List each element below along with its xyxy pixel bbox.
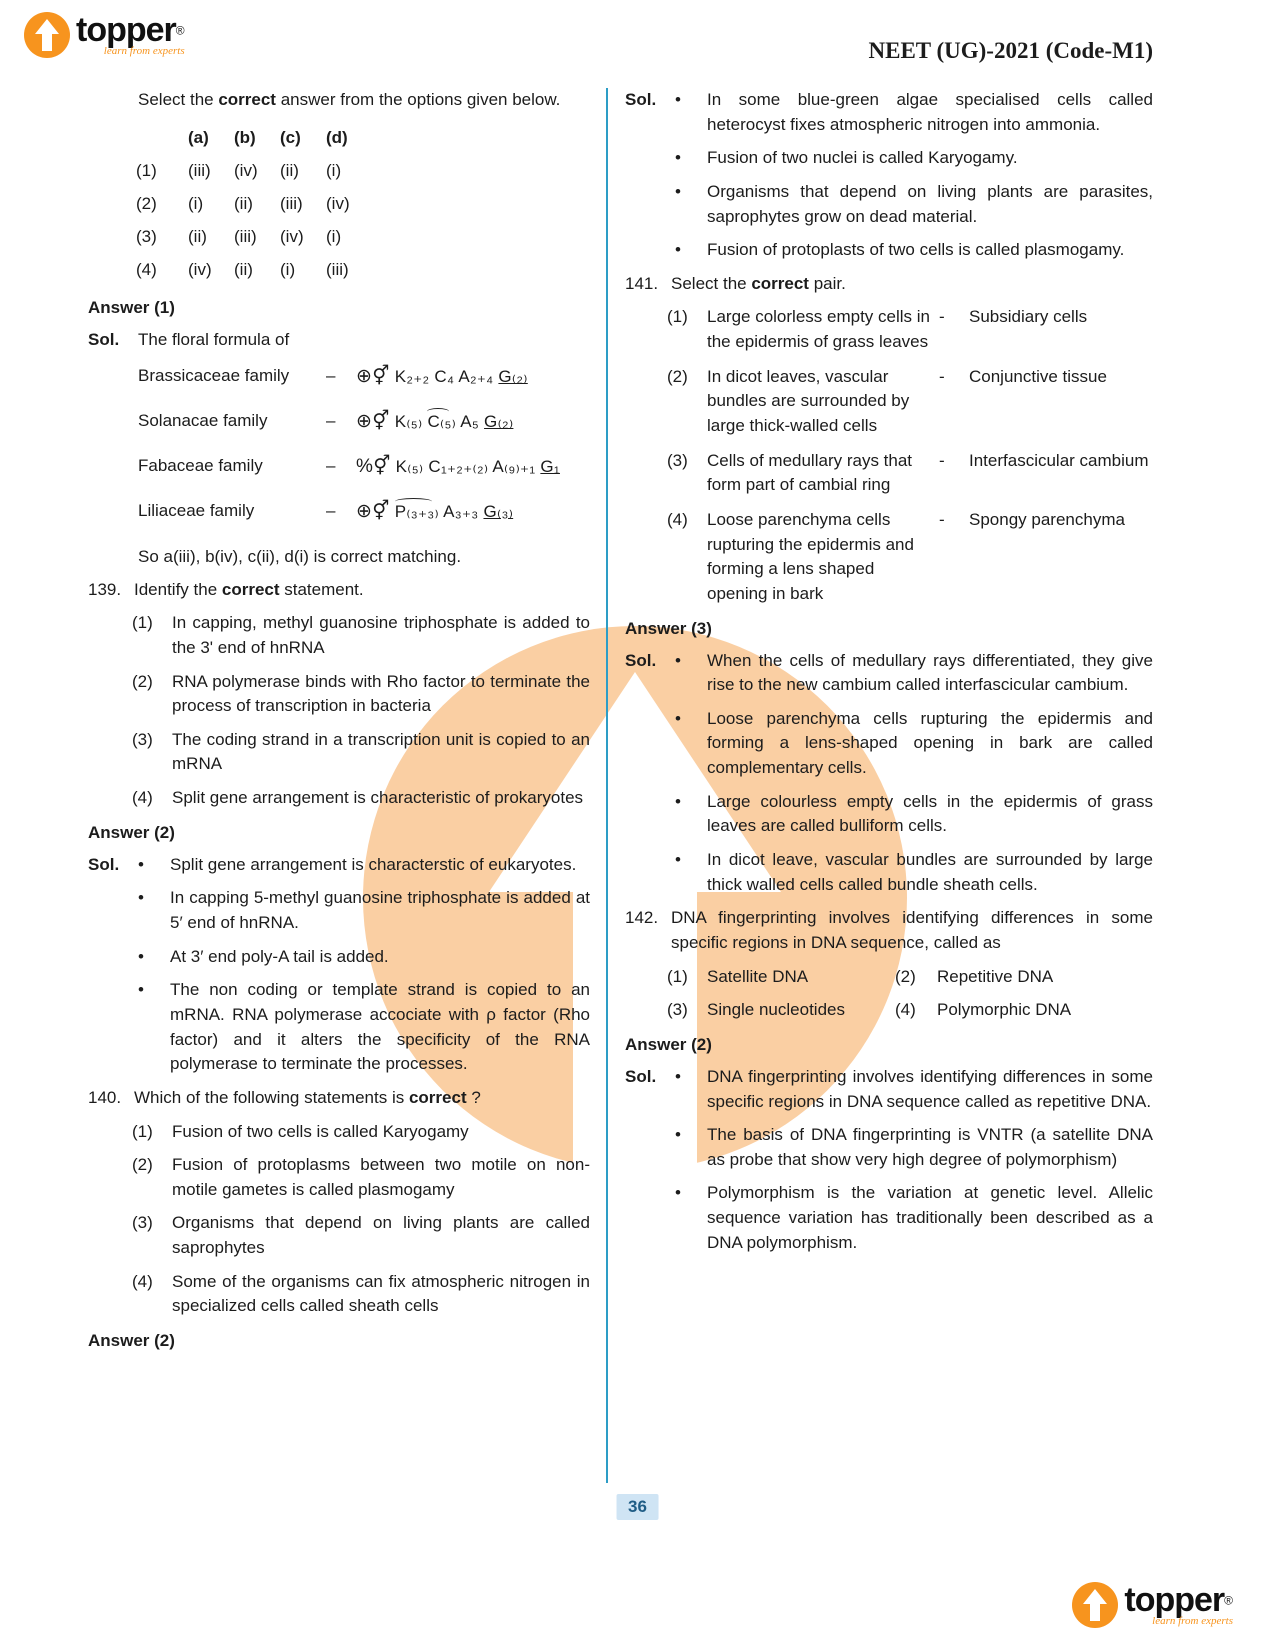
answer-line: Answer (2) <box>625 1034 712 1054</box>
option-text: Some of the organisms can fix atmospheric nitrogen in specialized cells called sheath cells <box>172 1271 590 1316</box>
floral-formula <box>356 455 590 478</box>
floral-symbols: ⊕⚥ <box>356 365 390 387</box>
pair-dash: - <box>939 509 945 529</box>
sol-bullet-text: In some blue-green algae specialised cells called heterocyst fixes atmospheric nitrogen into ammonia. <box>707 90 1153 134</box>
cell: (iii) <box>326 260 349 280</box>
option-number: (4) <box>132 788 153 808</box>
sol-row <box>88 886 590 935</box>
option-number: (1) <box>132 613 153 633</box>
sol-label: Sol. <box>625 650 657 670</box>
formula-arc: C₍₅₎ <box>427 411 457 431</box>
registered-mark: ® <box>175 23 185 38</box>
sol-label-spacer <box>88 978 138 1077</box>
bullet: • <box>138 854 144 874</box>
option-number: (2) <box>132 671 153 691</box>
brand-text: topper <box>76 11 176 49</box>
option <box>132 611 590 660</box>
option-number: (1) <box>667 966 688 986</box>
utopper-wordmark <box>76 12 185 57</box>
sol-bullet-text: When the cells of medullary rays differentiated, they give rise to the new cambium called interfascicular cambium. <box>707 650 1153 695</box>
matrix-row <box>136 187 590 220</box>
bullet: • <box>138 946 144 966</box>
question-139 <box>88 578 590 603</box>
sol-bullet-text: Large colourless empty cells in the epidermis of grass leaves are called bulliform cells. <box>707 791 1153 836</box>
question-142 <box>625 906 1153 955</box>
matrix-header <box>136 121 590 154</box>
page-title: NEET (UG)-2021 (Code-M1) <box>868 38 1153 63</box>
option-number: (3) <box>667 1000 688 1020</box>
question-intro <box>138 88 590 113</box>
dash: – <box>326 456 336 476</box>
question-text <box>671 272 1153 297</box>
sol-label-spacer <box>625 180 675 229</box>
cell: (ii) <box>234 260 253 280</box>
family-name: Brassicaceae family <box>138 366 290 386</box>
sol-row <box>625 848 1153 897</box>
brand-tagline: learn from experts <box>103 45 185 58</box>
sol-bullet-text: Split gene arrangement is characterstic of eukaryotes. <box>170 854 577 874</box>
floral-formula-row <box>138 500 590 523</box>
sol-row <box>625 238 1153 263</box>
sol-bullet-text: The basis of DNA fingerprinting is VNTR (a satellite DNA as probe that show very high degree of polymorphism) <box>707 1125 1153 1169</box>
bullet: • <box>675 181 681 201</box>
q-bold: correct <box>408 1087 467 1107</box>
sol-bullet-text: Fusion of two nuclei is called Karyogamy. <box>707 148 1018 168</box>
sol-row <box>625 88 1153 137</box>
question-140 <box>88 1086 590 1111</box>
q-bold: correct <box>751 273 809 293</box>
cell: (iii) <box>188 160 211 180</box>
bullet: • <box>675 791 681 811</box>
row-num: (1) <box>136 160 157 180</box>
pair-right: Subsidiary cells <box>969 307 1088 327</box>
sol-label-spacer <box>625 146 675 171</box>
sol-row <box>625 790 1153 839</box>
option <box>132 1270 590 1319</box>
bullet: • <box>675 240 681 260</box>
sol-text: The floral formula of <box>138 330 290 350</box>
bullet: • <box>675 1066 681 1086</box>
cell: (i) <box>326 160 342 180</box>
matrix-corner <box>136 121 188 154</box>
option <box>132 1211 590 1260</box>
pair-dash: - <box>939 450 945 470</box>
bullet: • <box>675 850 681 870</box>
bullet: • <box>675 148 681 168</box>
pair-right: Interfascicular cambium <box>969 450 1149 470</box>
sol-label-spacer <box>625 707 675 781</box>
floral-formula-row <box>138 410 590 433</box>
left-column <box>88 88 606 1483</box>
sol-label: Sol. <box>625 90 657 109</box>
row-num: (4) <box>136 260 157 280</box>
bullet: • <box>138 980 144 1000</box>
question-number: 141. <box>625 273 659 293</box>
cell: (iv) <box>280 227 304 247</box>
bullet: • <box>675 90 681 109</box>
cell: (i) <box>326 227 342 247</box>
dash: – <box>326 501 336 521</box>
sol-bullet-text: Loose parenchyma cells rupturing the epidermis and forming a lens-shaped opening in bark are called complementary cells. <box>707 708 1153 778</box>
cell: (ii) <box>188 227 207 247</box>
answer-line: Answer (1) <box>88 298 175 318</box>
utopper-wordmark <box>1124 1582 1233 1627</box>
row-num: (2) <box>136 193 157 213</box>
pair-option <box>667 365 1153 439</box>
sol-label-spacer <box>88 945 138 970</box>
sol-label-spacer <box>625 848 675 897</box>
question-text: DNA fingerprinting involves identifying differences in some specific regions in DNA sequence, called as <box>671 908 1153 952</box>
option-text: Polymorphic DNA <box>937 1000 1072 1020</box>
option-number: (1) <box>132 1121 153 1141</box>
pair-left: In dicot leaves, vascular bundles are surrounded by large thick-walled cells <box>707 366 910 436</box>
cell: (iii) <box>280 193 303 213</box>
cell: (iv) <box>188 260 212 280</box>
option-number: (3) <box>132 729 153 749</box>
sol-label: Sol. <box>88 854 120 874</box>
formula-gynoecium: G₍₃₎ <box>483 501 514 521</box>
formula-arc: P₍₃₊₃₎ <box>394 501 439 521</box>
q-pre: Identify the <box>134 579 222 599</box>
matrix-row <box>136 220 590 253</box>
option-row <box>667 998 1153 1023</box>
question-number: 139. <box>88 579 122 599</box>
option-number: (3) <box>132 1213 153 1233</box>
family-name: Solanacae family <box>138 411 268 431</box>
q-pre: Which of the following statements is <box>134 1087 409 1107</box>
option-number: (1) <box>667 307 688 327</box>
brand-tagline: learn from experts <box>1152 1615 1233 1628</box>
question-text <box>134 1086 590 1111</box>
intro-pre: Select the <box>138 90 219 109</box>
sol-label-spacer <box>88 886 138 935</box>
option-row <box>667 965 1153 990</box>
q-pre: Select the <box>671 273 752 293</box>
formula-part: K₂₊₂ C₄ A₂₊₄ <box>394 366 499 386</box>
cell: (ii) <box>280 160 299 180</box>
pair-dash: - <box>939 366 945 386</box>
option-number: (2) <box>132 1155 153 1175</box>
sol-row <box>625 649 1153 698</box>
page-number: 36 <box>616 1494 659 1520</box>
dash: – <box>326 366 336 386</box>
option-number: (2) <box>667 366 688 386</box>
cell: (i) <box>280 260 296 280</box>
question-text <box>134 578 590 603</box>
pair-left: Loose parenchyma cells rupturing the epidermis and forming a lens shaped opening in bark <box>707 509 914 603</box>
matrix-col-b: (b) <box>234 127 256 147</box>
q-bold: correct <box>221 579 280 599</box>
bullet: • <box>675 708 681 728</box>
content-area <box>88 88 1153 1483</box>
utopper-logo-icon <box>24 12 70 58</box>
formula-part: K₍₅₎ C₁₊₂₊₍₂₎ A₍₉₎₊₁ <box>395 456 541 476</box>
matrix-row <box>136 253 590 286</box>
floral-symbols: %⚥ <box>356 455 391 477</box>
formula-part: A₅ <box>456 411 485 431</box>
matrix-col-d: (d) <box>326 127 348 147</box>
sol-row <box>88 978 590 1077</box>
right-column <box>608 88 1153 1483</box>
option-text: Single nucleotides <box>707 1000 845 1020</box>
cell: (iii) <box>234 227 257 247</box>
answer-line: Answer (2) <box>88 822 175 842</box>
sol-label: Sol. <box>88 330 120 350</box>
sol-bullet-text: At 3′ end poly-A tail is added. <box>170 946 389 966</box>
family-name: Fabaceae family <box>138 456 263 476</box>
sol-row <box>625 180 1153 229</box>
cell: (iv) <box>234 160 258 180</box>
cell: (iv) <box>326 193 350 213</box>
floral-symbols: ⊕⚥ <box>356 410 390 432</box>
cell: (i) <box>188 193 204 213</box>
formula-gynoecium: G₁ <box>540 456 560 476</box>
question-number: 142. <box>625 908 659 928</box>
sol-row <box>625 707 1153 781</box>
option-text: In capping, methyl guanosine triphosphate is added to the 3' end of hnRNA <box>172 613 590 657</box>
option-text: Fusion of protoplasms between two motile on non-motile gametes is called plasmogamy <box>172 1155 590 1199</box>
sol-bullet-text: In capping 5-methyl guanosine triphosphate is added at 5′ end of hnRNA. <box>170 888 590 933</box>
family-name: Liliaceae family <box>138 501 255 521</box>
pair-option <box>667 305 1153 354</box>
formula-part: K₍₅₎ <box>394 411 428 431</box>
sol-intro <box>88 328 590 353</box>
pair-left: Large colorless empty cells in the epidermis of grass leaves <box>707 307 930 352</box>
option-number: (4) <box>132 1271 153 1291</box>
bullet: • <box>675 1125 681 1145</box>
sol-label-spacer <box>625 1123 675 1172</box>
q-post: ? <box>466 1087 481 1107</box>
option-text: Repetitive DNA <box>937 966 1054 986</box>
option-text: RNA polymerase binds with Rho factor to terminate the process of transcription in bacteria <box>172 671 590 716</box>
sol-bullet-text: Organisms that depend on living plants are parasites, saprophytes grow on dead material. <box>707 181 1153 226</box>
option-text: Organisms that depend on living plants are called saprophytes <box>172 1213 590 1258</box>
question-number: 140. <box>88 1087 122 1107</box>
option-number: (4) <box>895 1000 916 1020</box>
floral-formula-row <box>138 365 590 388</box>
option-matrix <box>136 121 590 287</box>
floral-formula <box>356 410 590 433</box>
pair-option <box>667 449 1153 498</box>
sol-row <box>88 853 590 878</box>
pair-dash: - <box>939 307 945 327</box>
formula-gynoecium: G₍₂₎ <box>484 411 514 431</box>
sol-row <box>625 1123 1153 1172</box>
sol-row <box>625 146 1153 171</box>
pair-left: Cells of medullary rays that form part of cambial ring <box>707 450 913 495</box>
sol-bullet-text: Fusion of protoplasts of two cells is called plasmogamy. <box>707 240 1125 260</box>
sol-label-spacer <box>625 790 675 839</box>
utopper-logo-footer <box>1072 1582 1233 1628</box>
option <box>132 728 590 777</box>
option-number: (2) <box>895 966 916 986</box>
cell: (ii) <box>234 193 253 213</box>
brand-text: topper <box>1124 1581 1225 1619</box>
sol-label: Sol. <box>625 1066 657 1086</box>
page-header <box>24 12 1153 64</box>
option-number: (4) <box>667 509 688 529</box>
option-text: Satellite DNA <box>707 966 809 986</box>
floral-formula <box>356 365 590 388</box>
bullet: • <box>675 650 681 670</box>
sol-label-spacer <box>625 1181 675 1255</box>
option-number: (3) <box>667 450 688 470</box>
dash: – <box>326 411 336 431</box>
sol-row <box>625 1181 1153 1255</box>
pair-option <box>667 508 1153 607</box>
floral-symbols: ⊕⚥ <box>356 500 390 522</box>
question-141 <box>625 272 1153 297</box>
sol-row <box>625 1065 1153 1114</box>
row-num: (3) <box>136 227 157 247</box>
sol-bullet-text: In dicot leave, vascular bundles are surrounded by large thick walled cells called bundle sheath cells. <box>707 850 1153 894</box>
bullet: • <box>675 1183 681 1203</box>
pair-right: Spongy parenchyma <box>969 509 1125 529</box>
sol-row <box>88 945 590 970</box>
sol-bullet-text: DNA fingerprinting involves identifying differences in some specific regions in DNA sequence called as repetitive DNA. <box>707 1066 1153 1111</box>
q-post: pair. <box>808 273 846 293</box>
sol-label-spacer <box>625 238 675 263</box>
option-text: The coding strand in a transcription unit is copied to an mRNA <box>172 729 590 774</box>
pair-right: Conjunctive tissue <box>969 366 1107 386</box>
formula-part: A₃₊₃ <box>439 501 484 521</box>
floral-formula <box>356 500 590 523</box>
answer-line: Answer (3) <box>625 618 712 638</box>
matrix-row <box>136 154 590 187</box>
intro-post: answer from the options given below. <box>275 90 561 109</box>
option-text: Split gene arrangement is characteristic of prokaryotes <box>172 788 584 808</box>
answer-line: Answer (2) <box>88 1331 175 1350</box>
sol-bullet-text: Polymorphism is the variation at genetic level. Allelic sequence variation has traditionally been described as a DNA polymorphism. <box>707 1183 1153 1252</box>
option <box>132 786 590 811</box>
option <box>132 1153 590 1202</box>
matrix-col-c: (c) <box>280 127 301 147</box>
option-text: Fusion of two cells is called Karyogamy <box>172 1121 469 1141</box>
sol-bullet-text: The non coding or template strand is copied to an mRNA. RNA polymerase accociate with ρ factor (Rho factor) and it alters the specificity of the RNA polymerase to terminate the processes. <box>170 980 590 1074</box>
intro-bold: correct <box>218 90 276 109</box>
registered-mark: ® <box>1224 1593 1233 1608</box>
matrix-col-a: (a) <box>188 127 209 147</box>
matching-conclusion: So a(iii), b(iv), c(ii), d(i) is correct matching. <box>138 546 462 566</box>
utopper-logo-icon <box>1072 1582 1118 1628</box>
formula-gynoecium: G₍₂₎ <box>498 366 528 386</box>
utopper-logo <box>24 12 185 58</box>
q-post: statement. <box>279 579 364 599</box>
bullet: • <box>138 888 144 908</box>
option <box>132 670 590 719</box>
option <box>132 1120 590 1145</box>
floral-formula-row <box>138 455 590 478</box>
